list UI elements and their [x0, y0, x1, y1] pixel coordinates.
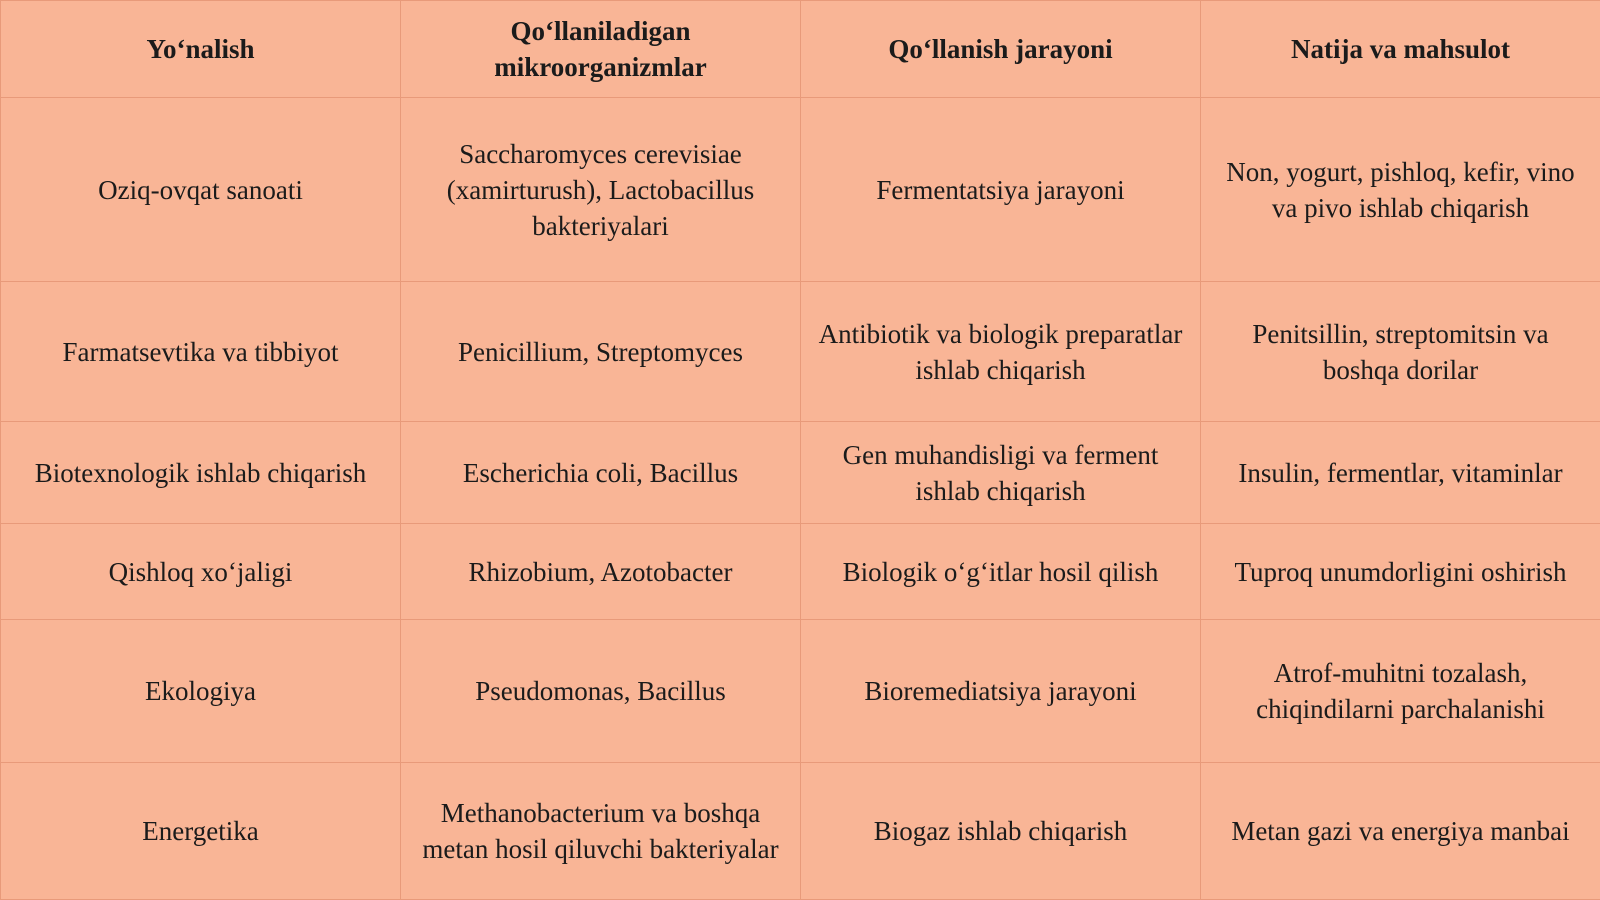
cell-result: Insulin, fermentlar, vitaminlar — [1201, 422, 1600, 524]
table-row — [1, 524, 1600, 620]
cell-microorganisms: Rhizobium, Azotobacter — [401, 524, 801, 620]
cell-process: Antibiotik va biologik preparatlar ishlab chiqarish — [801, 282, 1201, 422]
cell-result: Atrof-muhitni tozalash, chiqindilarni parchalanishi — [1201, 620, 1600, 763]
cell-direction: Ekologiya — [1, 620, 401, 763]
cell-process: Gen muhandisligi va ferment ishlab chiqarish — [801, 422, 1201, 524]
header-process: Qo‘llanish jarayoni — [801, 1, 1201, 98]
cell-process: Biogaz ishlab chiqarish — [801, 763, 1201, 900]
cell-direction: Oziq-ovqat sanoati — [1, 98, 401, 282]
header-direction: Yo‘nalish — [1, 1, 401, 98]
cell-microorganisms: Escherichia coli, Bacillus — [401, 422, 801, 524]
table-row — [1, 763, 1600, 900]
cell-direction: Farmatsevtika va tibbiyot — [1, 282, 401, 422]
cell-direction: Biotexnologik ishlab chiqarish — [1, 422, 401, 524]
cell-direction: Qishloq xo‘jaligi — [1, 524, 401, 620]
cell-process: Bioremediatsiya jarayoni — [801, 620, 1201, 763]
table-row — [1, 620, 1600, 763]
cell-process: Biologik o‘g‘itlar hosil qilish — [801, 524, 1201, 620]
cell-microorganisms: Saccharomyces cerevisiae (xamirturush), Lactobacillus bakteriyalari — [401, 98, 801, 282]
table-row — [1, 282, 1600, 422]
cell-process: Fermentatsiya jarayoni — [801, 98, 1201, 282]
cell-microorganisms: Methanobacterium va boshqa metan hosil qiluvchi bakteriyalar — [401, 763, 801, 900]
header-microorganisms: Qo‘llaniladigan mikroorganizmlar — [401, 1, 801, 98]
cell-microorganisms: Penicillium, Streptomyces — [401, 282, 801, 422]
cell-result: Tuproq unumdorligini oshirish — [1201, 524, 1600, 620]
cell-direction: Energetika — [1, 763, 401, 900]
cell-result: Penitsillin, streptomitsin va boshqa dorilar — [1201, 282, 1600, 422]
cell-result: Metan gazi va energiya manbai — [1201, 763, 1600, 900]
cell-microorganisms: Pseudomonas, Bacillus — [401, 620, 801, 763]
table-header-row — [1, 1, 1600, 98]
header-result: Natija va mahsulot — [1201, 1, 1600, 98]
cell-result: Non, yogurt, pishloq, kefir, vino va pivo ishlab chiqarish — [1201, 98, 1600, 282]
table-row — [1, 98, 1600, 282]
table-row — [1, 422, 1600, 524]
